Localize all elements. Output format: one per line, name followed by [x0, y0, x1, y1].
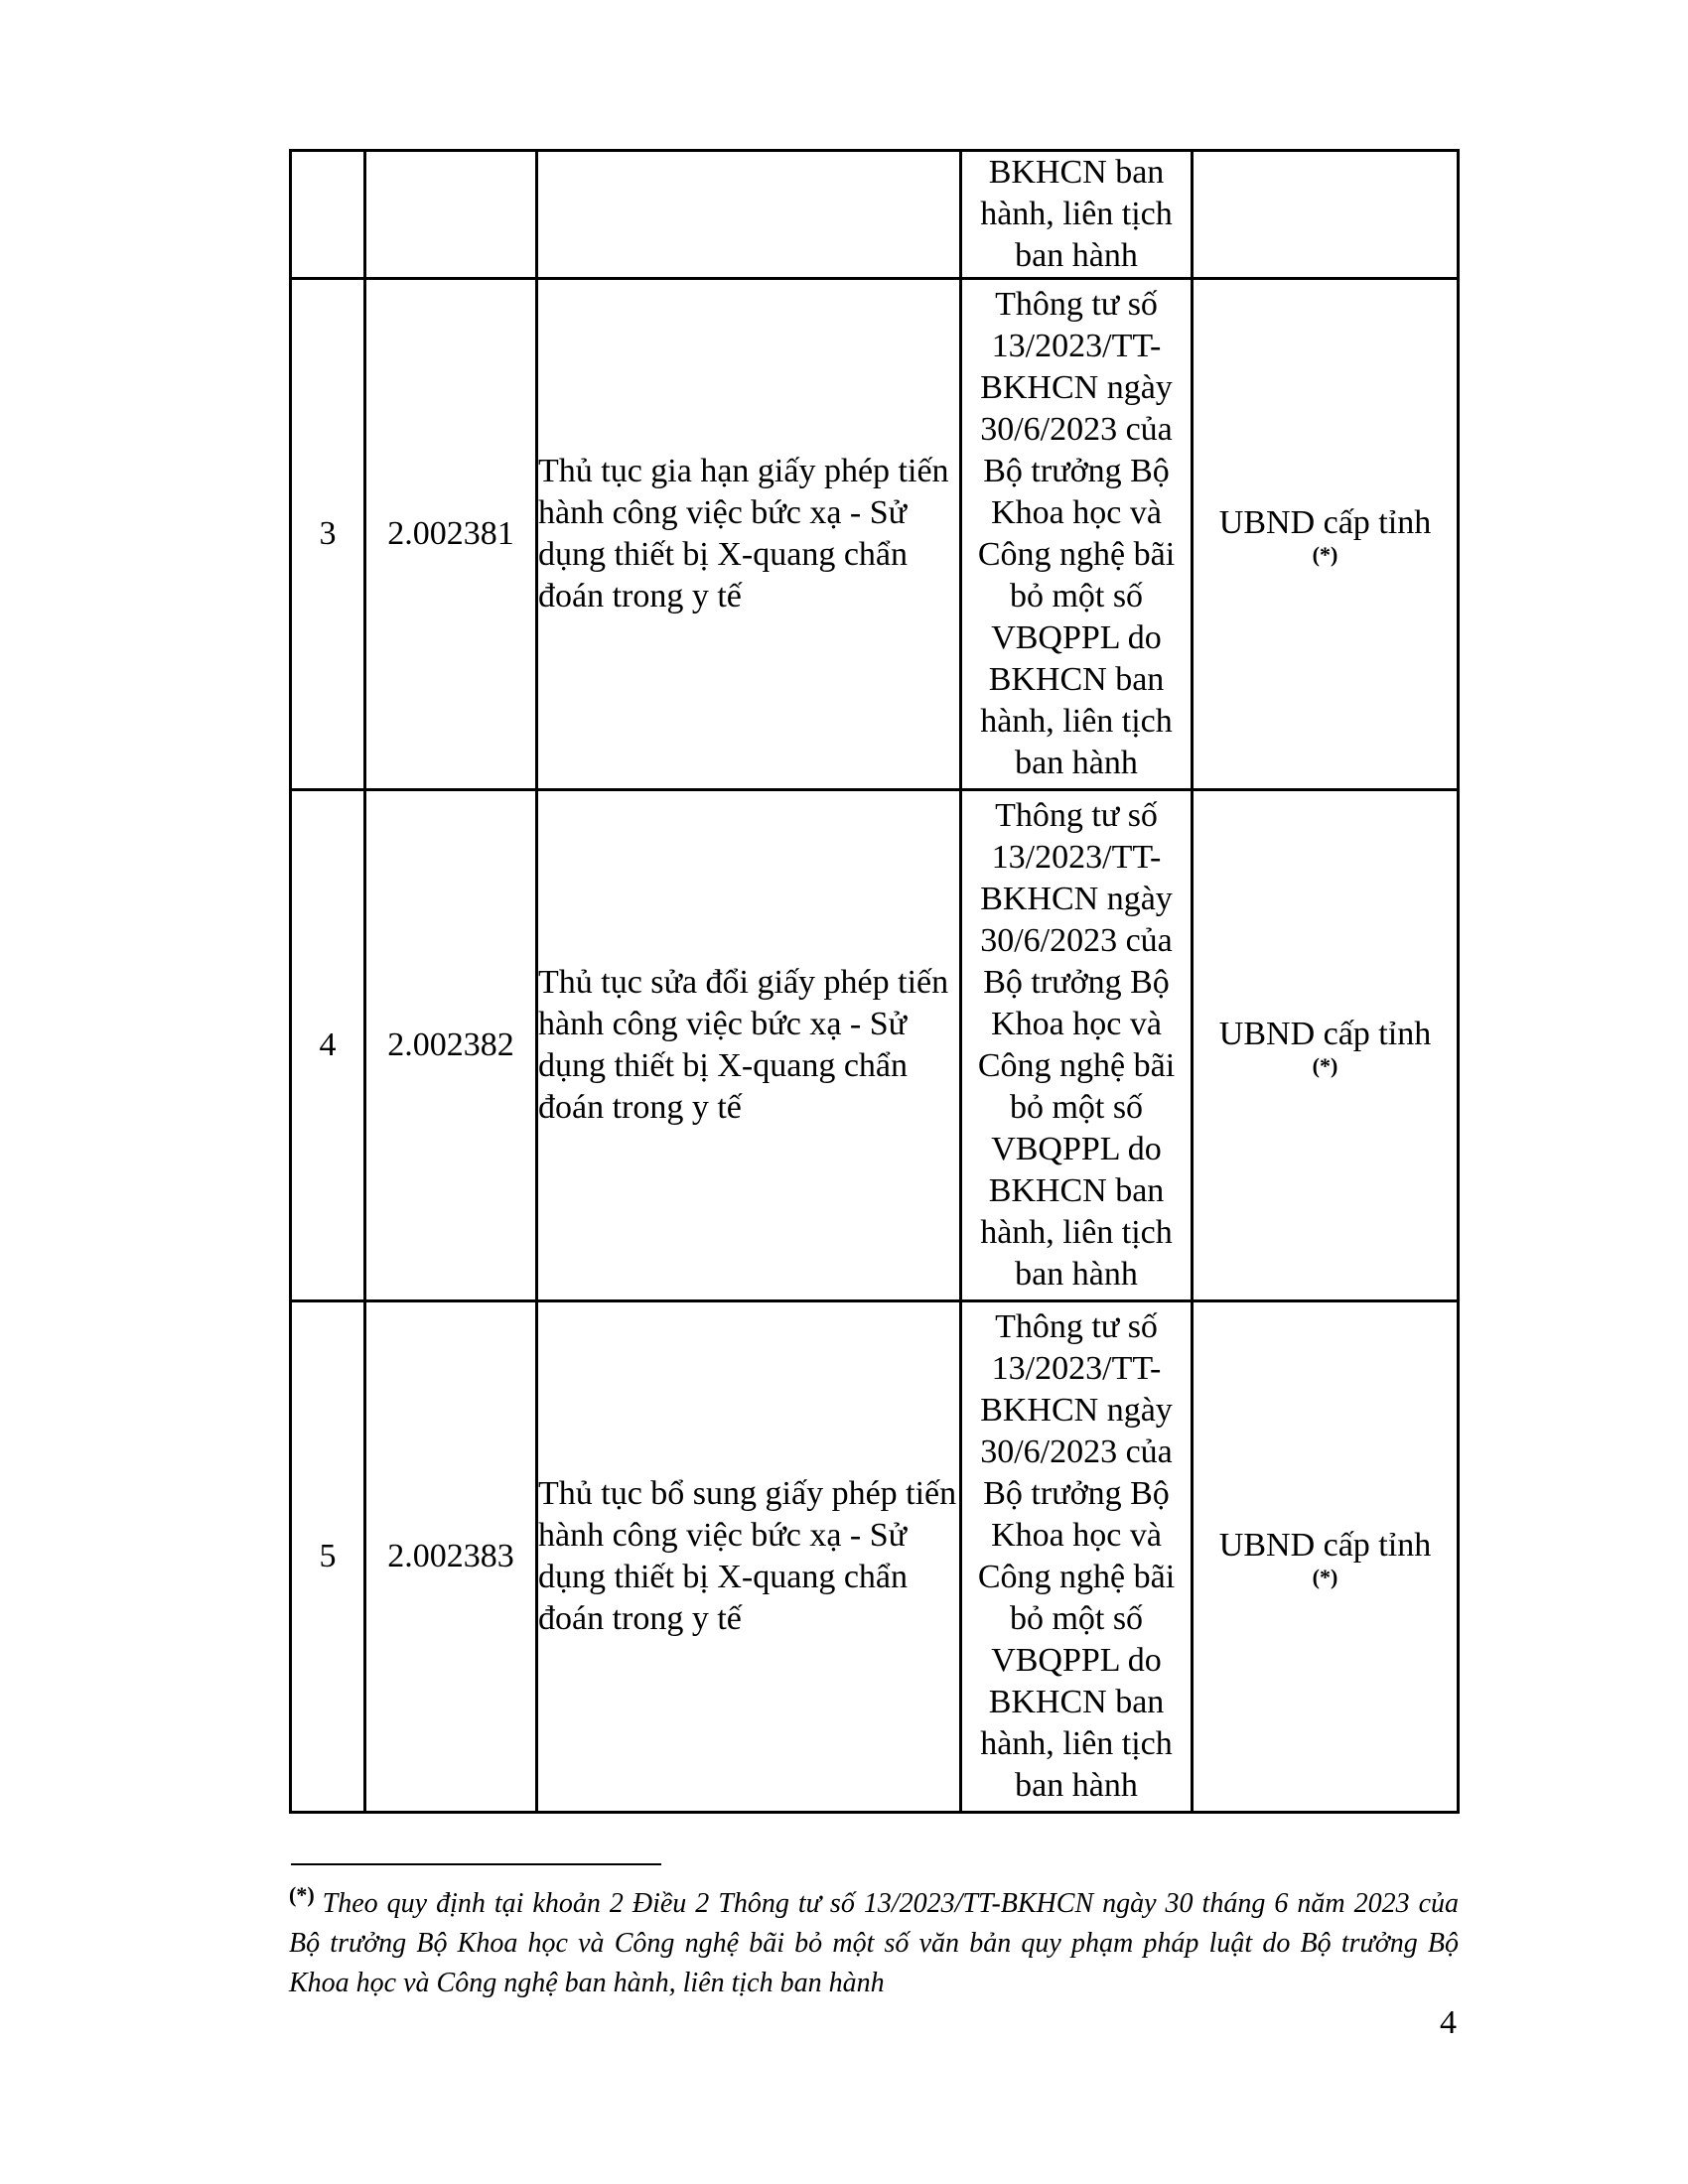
footnote-reference: (*): [1312, 542, 1338, 567]
table-row: [291, 790, 1459, 1301]
footnote-separator: [291, 1863, 661, 1865]
agency-name: UBND cấp tỉnh: [1218, 1016, 1432, 1052]
agency-name: UBND cấp tỉnh: [1218, 1527, 1432, 1564]
row-number-cell: 4: [291, 790, 365, 1301]
footnote-text: Theo quy định tại khoản 2 Điều 2 Thông tư số 13/2023/TT-BKHCN ngày 30 tháng 6 năm 2023 của Bộ trưởng Bộ Khoa học và Công nghệ bãi bỏ một số văn bản quy phạm pháp luật do Bộ trưởng Bộ Khoa học và Công nghệ ban hành, liên tịch ban hành: [289, 1888, 1459, 1998]
table-row: [291, 279, 1459, 790]
row-number-cell: 5: [291, 1301, 365, 1813]
footnote-mark: (*): [289, 1881, 315, 1907]
agency-cell: [1193, 279, 1459, 790]
legal-basis-cell: Thông tư số 13/2023/TT-BKHCN ngày 30/6/2023 của Bộ trưởng Bộ Khoa học và Công nghệ bãi bỏ một số VBQPPL do BKHCN ban hành, liên tịch ban hành: [961, 279, 1193, 790]
agency-cell: [1193, 790, 1459, 1301]
table-row: [291, 151, 1459, 279]
procedure-code-cell: 2.002383: [365, 1301, 537, 1813]
agency-cell: [1193, 1301, 1459, 1813]
procedures-table: [289, 149, 1460, 1814]
table-row: [291, 1301, 1459, 1813]
procedure-name-cell: [537, 151, 961, 279]
procedure-name-cell: Thủ tục gia hạn giấy phép tiến hành công việc bức xạ - Sử dụng thiết bị X-quang chẩn đoán trong y tế: [537, 279, 961, 790]
agency-name: UBND cấp tỉnh: [1218, 504, 1432, 541]
row-number-cell: 3: [291, 279, 365, 790]
footnote-reference: (*): [1312, 1565, 1338, 1589]
page-number: 4: [1440, 2004, 1457, 2041]
procedure-code-cell: [365, 151, 537, 279]
legal-basis-cell: Thông tư số 13/2023/TT-BKHCN ngày 30/6/2023 của Bộ trưởng Bộ Khoa học và Công nghệ bãi bỏ một số VBQPPL do BKHCN ban hành, liên tịch ban hành: [961, 790, 1193, 1301]
legal-basis-cell: Thông tư số 13/2023/TT-BKHCN ngày 30/6/2023 của Bộ trưởng Bộ Khoa học và Công nghệ bãi bỏ một số VBQPPL do BKHCN ban hành, liên tịch ban hành: [961, 1301, 1193, 1813]
agency-cell: [1193, 151, 1459, 279]
footnote-reference: (*): [1312, 1053, 1338, 1078]
procedure-code-cell: 2.002382: [365, 790, 537, 1301]
procedure-code-cell: 2.002381: [365, 279, 537, 790]
footnote: [289, 1881, 1459, 2003]
procedure-name-cell: Thủ tục bổ sung giấy phép tiến hành công việc bức xạ - Sử dụng thiết bị X-quang chẩn đoán trong y tế: [537, 1301, 961, 1813]
legal-basis-cell: BKHCN ban hành, liên tịch ban hành: [961, 151, 1193, 279]
row-number-cell: [291, 151, 365, 279]
procedure-name-cell: Thủ tục sửa đổi giấy phép tiến hành công việc bức xạ - Sử dụng thiết bị X-quang chẩn đoán trong y tế: [537, 790, 961, 1301]
